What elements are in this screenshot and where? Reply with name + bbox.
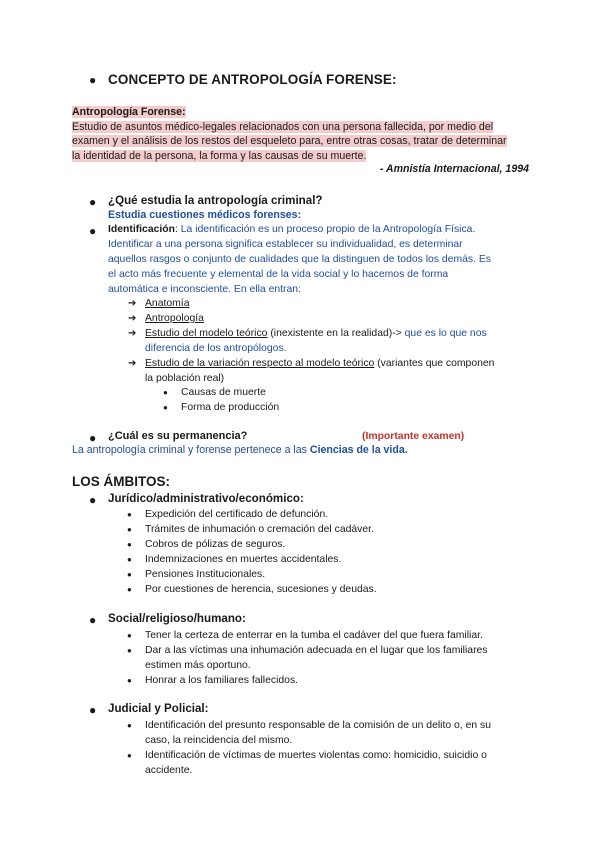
list-item: Cobros de pólizas de seguros. (145, 539, 286, 550)
bullet-icon: ● (127, 631, 132, 640)
answer-1: Estudia cuestiones médicos forenses: (108, 209, 302, 221)
definition-line: examen y el análisis de los restos del esqueleto para, entre otras cosas, tratar de determinar (72, 135, 507, 147)
definition-line: Estudio de asuntos médico-legales relacionados con una persona fallecida, por medio del (72, 120, 494, 133)
item-modelo-title: Estudio del modelo teórico (145, 328, 268, 339)
item-anatomia: Anatomía (145, 298, 190, 309)
bullet-icon: ● (89, 195, 97, 209)
identificacion-colon: : (174, 224, 178, 235)
bullet-icon: ● (127, 540, 132, 549)
list-item-line: estimen más oportuno. (145, 660, 251, 671)
list-item-line: caso, la reincidencia del mismo. (145, 735, 293, 746)
item-variacion (145, 356, 525, 386)
definition-source: - Amnistía Internacional, 1994 (379, 163, 529, 175)
bullet-icon: ● (127, 676, 132, 685)
list-item-line: Identificación del presunto responsable de la comisión de un delito o, en su (145, 720, 492, 731)
bullet-icon: ● (127, 751, 132, 760)
sub-item: Forma de producción (181, 402, 280, 413)
bullet-icon: ● (127, 555, 132, 564)
identificacion-line: Identificar a una persona significa establecer su individualidad, es determinar (108, 239, 463, 250)
question-2: ¿Cuál es su permanencia? (108, 430, 248, 442)
list-item: Tener la certeza de enterrar en la tumba el cadáver del que fuera familiar. (145, 630, 483, 641)
arrow-icon: ➔ (128, 298, 137, 309)
item-variacion-title: Estudio de la variación respecto al modelo teórico (145, 358, 375, 369)
definition-term: Antropología Forense: (72, 106, 186, 118)
section-heading: LOS ÁMBITOS: (72, 474, 171, 489)
bullet-icon: ● (127, 525, 132, 534)
list-item (145, 718, 491, 748)
list-item: Por cuestiones de herencia, sucesiones y deudas. (145, 584, 377, 595)
bullet-icon: ● (89, 224, 97, 238)
list-item: Expedición del certificado de defunción. (145, 509, 329, 520)
bullet-icon: ● (89, 73, 97, 87)
list-item: Trámites de inhumación o cremación del cadáver. (145, 524, 374, 535)
definition-line: la identidad de la persona, la forma y las causas de su muerte. (72, 149, 367, 162)
identificacion-line: La identificación es un proceso propio de la Antropología Física. (177, 224, 476, 235)
arrow-icon: ➔ (128, 328, 137, 339)
item-antropologia: Antropología (145, 313, 204, 324)
identificacion-label: Identificación (108, 224, 175, 235)
bullet-icon: ● (127, 721, 132, 730)
identificacion-block (108, 222, 528, 297)
bullet-icon: ● (127, 585, 132, 594)
item-modelo-highlight: que es lo que nos (404, 328, 487, 339)
juridico-title: Jurídico/administrativo/económico: (108, 492, 304, 505)
bullet-icon: ● (127, 510, 132, 519)
definition-block (72, 105, 507, 163)
list-item (145, 748, 487, 778)
bullet-icon: ● (127, 570, 132, 579)
answer-2-bold: Ciencias de la vida. (309, 444, 408, 456)
item-modelo-line2: diferencia de los antropólogos. (145, 343, 287, 354)
bullet-icon: ● (163, 388, 168, 397)
list-item-line: Identificación de víctimas de muertes violentas como: homicidio, suicidio o (145, 750, 487, 761)
list-item (145, 643, 488, 673)
identificacion-line: automática e inconsciente. En ella entran: (108, 284, 301, 295)
judicial-title: Judicial y Policial: (108, 702, 209, 715)
item-modelo (145, 326, 525, 356)
page-title: CONCEPTO DE ANTROPOLOGÍA FORENSE: (108, 72, 397, 87)
answer-2-text: La antropología criminal y forense pertenece a las (72, 444, 310, 456)
identificacion-line: el acto más frecuente y elemental de la vida social y lo hacemos de forma (108, 269, 449, 280)
social-title: Social/religioso/humano: (108, 612, 246, 625)
sub-item: Causas de muerte (181, 387, 266, 398)
list-item-line: accidente. (145, 765, 193, 776)
important-note: (Importante examen) (362, 431, 465, 442)
bullet-icon: ● (89, 613, 97, 627)
list-item-line: Dar a las víctimas una inhumación adecuada en el lugar que los familiares (145, 645, 488, 656)
question-1: ¿Qué estudia la antropología criminal? (108, 194, 323, 207)
list-item: Indemnizaciones en muertes accidentales. (145, 554, 342, 565)
item-variacion-note: (variantes que componen (374, 358, 495, 369)
bullet-icon: ● (89, 431, 97, 445)
bullet-icon: ● (163, 403, 168, 412)
item-modelo-note: (inexistente en la realidad)-> (267, 328, 405, 339)
identificacion-line: aquellos rasgos o conjunto de cualidades que la distinguen de todos los demás. Es (108, 254, 491, 265)
item-variacion-line2: la población real) (145, 373, 225, 384)
arrow-icon: ➔ (128, 358, 137, 369)
bullet-icon: ● (127, 646, 132, 655)
answer-2 (72, 444, 408, 456)
arrow-icon: ➔ (128, 313, 137, 324)
list-item: Honrar a los familiares fallecidos. (145, 675, 299, 686)
bullet-icon: ● (89, 703, 97, 717)
bullet-icon: ● (89, 493, 97, 507)
list-item: Pensiones Institucionales. (145, 569, 266, 580)
